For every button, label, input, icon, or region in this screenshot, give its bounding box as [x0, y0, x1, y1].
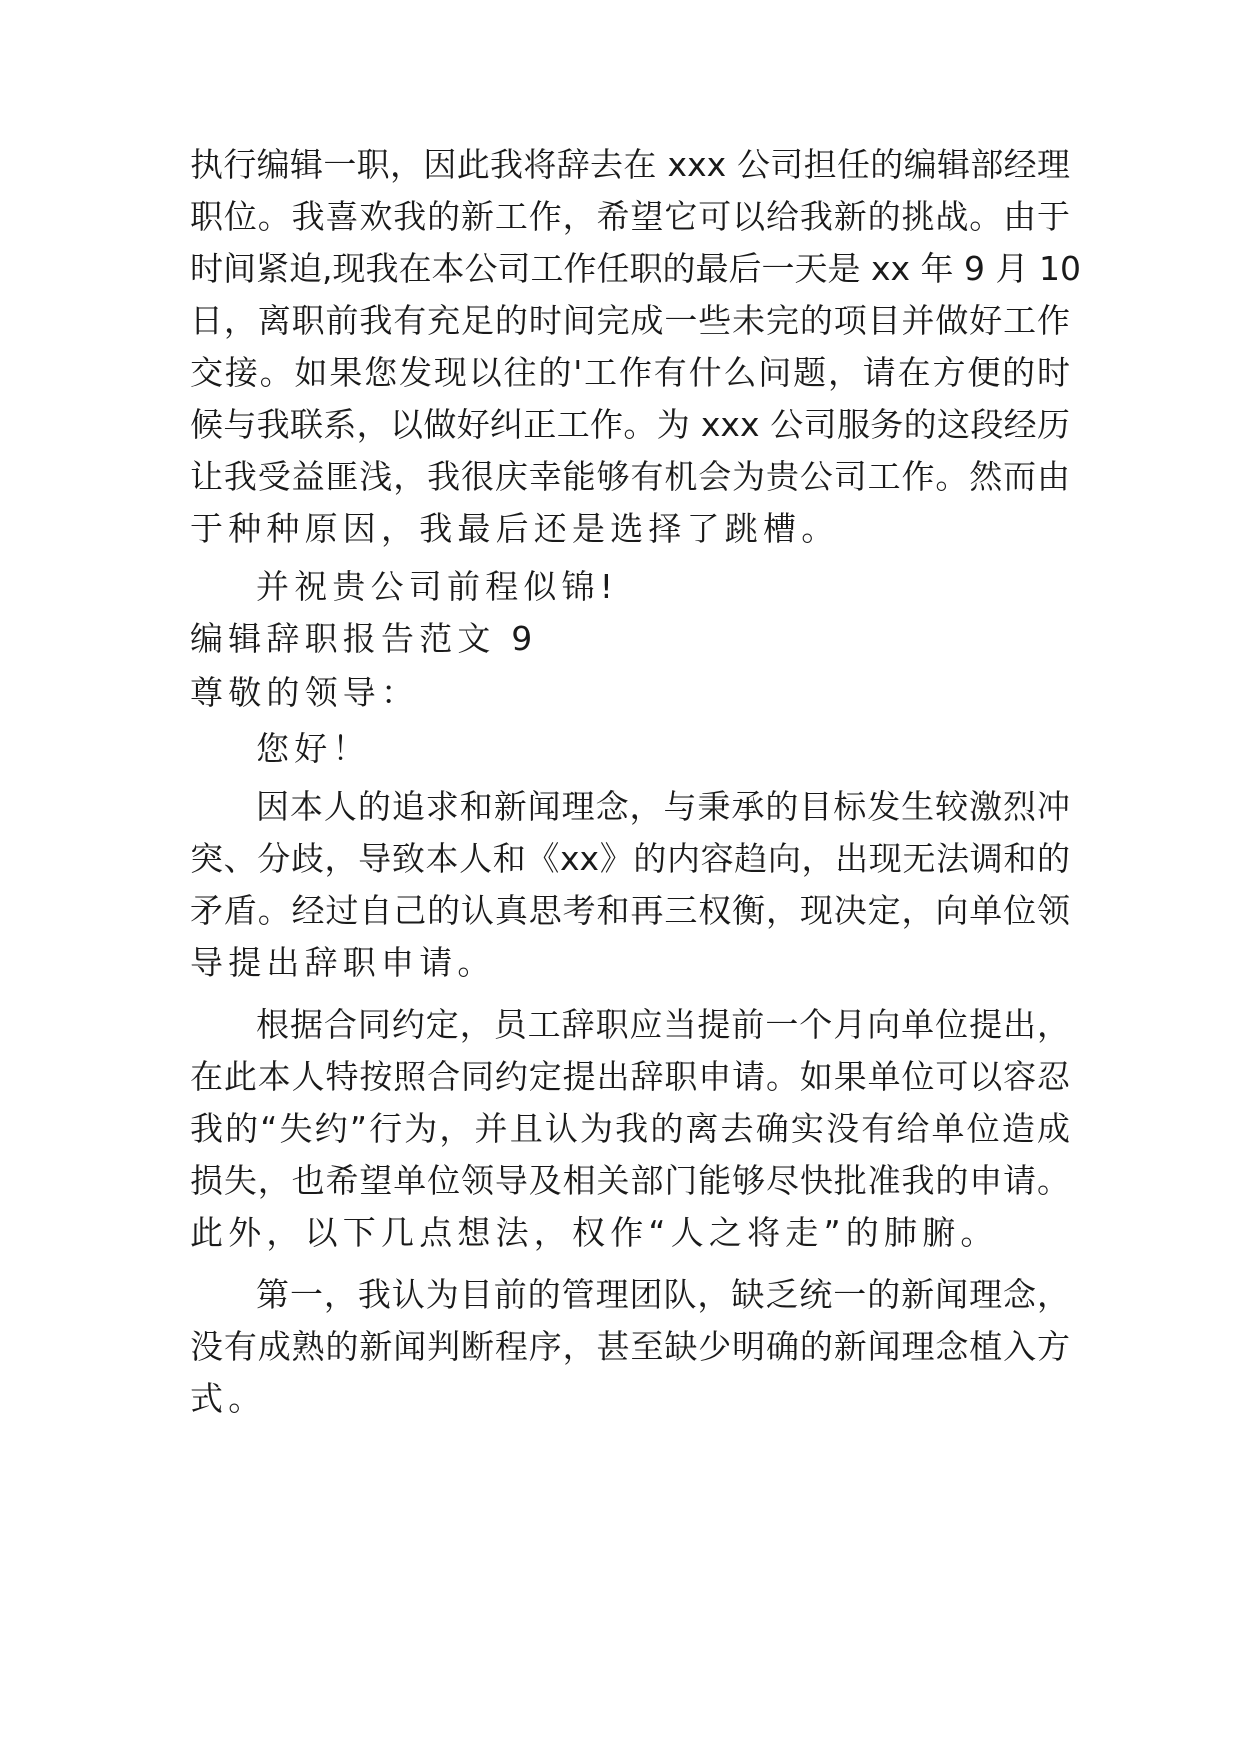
text-line: 损失，也希望单位领导及相关部门能够尽快批准我的申请。	[190, 1161, 1070, 1200]
text-line: 日，离职前我有充足的时间完成一些未完的项目并做好工作	[190, 301, 1070, 340]
text-line: 于种种原因，我最后还是选择了跳槽。	[190, 509, 840, 548]
text-line: 我的“失约”行为，并且认为我的离去确实没有给单位造成	[190, 1109, 1070, 1148]
text-line: 执行编辑一职，因此我将辞去在 xxx 公司担任的编辑部经理	[190, 145, 1070, 184]
text-line: 式。	[190, 1379, 267, 1418]
text-line: 候与我联系，以做好纠正工作。为 xxx 公司服务的这段经历	[190, 405, 1070, 444]
greeting: 您好！	[256, 729, 371, 768]
text-line: 此外，以下几点想法，权作“人之将走”的肺腑。	[190, 1213, 999, 1252]
text-line: 矛盾。经过自己的认真思考和再三权衡，现决定，向单位领	[190, 891, 1070, 930]
salutation: 尊敬的领导：	[190, 673, 420, 712]
text-line: 在此本人特按照合同约定提出辞职申请。如果单位可以容忍	[190, 1057, 1070, 1096]
text-line: 突、分歧，导致本人和《xx》的内容趋向，出现无法调和的	[190, 839, 1070, 878]
text-line: 没有成熟的新闻判断程序，甚至缺少明确的新闻理念植入方	[190, 1327, 1070, 1366]
text-line: 导提出辞职申请。	[190, 943, 496, 982]
text-line: 职位。我喜欢我的新工作，希望它可以给我新的挑战。由于	[190, 197, 1070, 236]
text-line: 让我受益匪浅，我很庆幸能够有机会为贵公司工作。然而由	[190, 457, 1070, 496]
text-line: 时间紧迫,现我在本公司工作任职的最后一天是 xx 年 9 月 10	[190, 249, 1081, 288]
text-line: 根据合同约定，员工辞职应当提前一个月向单位提出，	[256, 1005, 1070, 1044]
text-line: 第一，我认为目前的管理团队，缺乏统一的新闻理念，	[256, 1275, 1070, 1314]
text-line: 因本人的追求和新闻理念，与秉承的目标发生较激烈冲	[256, 787, 1070, 826]
text-line: 交接。如果您发现以往的'工作有什么问题，请在方便的时	[190, 353, 1070, 392]
closing-wish: 并祝贵公司前程似锦!	[256, 567, 619, 606]
section-heading: 编辑辞职报告范文 9	[190, 619, 538, 658]
